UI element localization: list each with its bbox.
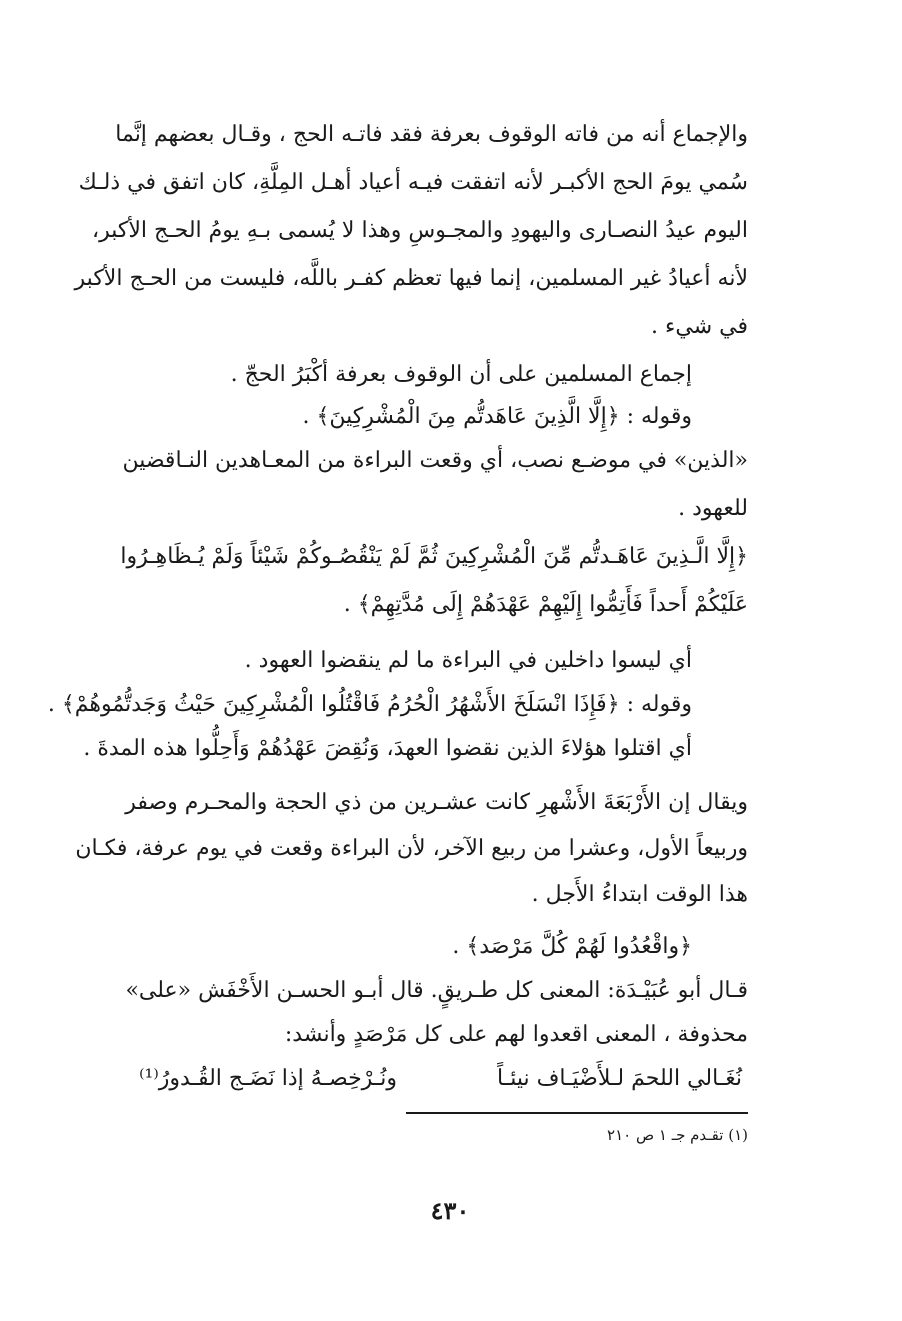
text-line: وربيعاً الأول، وعشرا من ربيع الآخر، لأن البراءة وقعت في يوم عرفة، فكـان bbox=[75, 836, 748, 861]
text-line: هذا الوقت ابتداءُ الأَجل . bbox=[531, 882, 748, 907]
footnote: (١) تقـدم جـ ١ ص ٢١٠ bbox=[607, 1126, 748, 1144]
text-line: للعهود . bbox=[678, 496, 748, 521]
poetry-verse bbox=[139, 1064, 742, 1098]
page-number: ٤٣٠ bbox=[430, 1196, 470, 1225]
text-line: «الذين» في موضـع نصب، أي وقعت البراءة من المعـاهدين النـاقضين bbox=[122, 448, 748, 473]
footnote-divider bbox=[406, 1112, 748, 1114]
quran-quote-line: ﴿واقْعُدُوا لَهُمْ كُلَّ مَرْصَد﴾ . bbox=[452, 934, 692, 959]
text-line: محذوفة ، المعنى اقعدوا لهم على كل مَرْصَدٍ وأنشد: bbox=[284, 1022, 748, 1047]
text-line: اليوم عيدُ النصـارى واليهودِ والمجـوسِ وهذا لا يُسمى بـهِ يومُ الحـج الأكبر، bbox=[92, 218, 748, 243]
text-line: لأنه أعيادُ غير المسلمين، إنما فيها تعظم كفـر باللَّه، فليست من الحـج الأكبر bbox=[74, 266, 748, 291]
quran-quote-line: وقوله : ﴿إِلَّا الَّذِينَ عَاهَدتُّم مِنَ الْمُشْرِكِينَ﴾ . bbox=[302, 404, 692, 429]
text-line: أي اقتلوا هؤلاءَ الذين نقضوا العهدَ، وَنُقِضَ عَهْدُهُمْ وَأَحِلُّوا هذه المدةَ . bbox=[83, 736, 692, 761]
quran-quote-line: ﴿إِلَّا الَّـذِينَ عَاهَـدتُّم مِّنَ الْمُشْرِكِينَ ثُمَّ لَمْ يَنْقُصُـوكُمْ شَيْئاً وَلَمْ يُـظَاهِـرُوا bbox=[120, 544, 748, 569]
quran-quote-line: وقوله : ﴿فَإِذَا انْسَلَخَ الأَشْهُرُ الْحُرُمُ فَاقْتُلُوا الْمُشْرِكِينَ حَيْثُ وَجَدتُّمُوهُمْ﴾ . bbox=[47, 692, 692, 717]
verse-second-hemistich: ونُـرْخِصـهُ إذا نَضَـج القُـدورُ⁽¹⁾ bbox=[139, 1066, 397, 1091]
quran-quote-line: عَلَيْكُمْ أَحداً فَأَتِمُّوا إِلَيْهِمْ عَهْدَهُمْ إِلَى مُدَّتِهِمْ﴾ . bbox=[343, 592, 748, 617]
text-line: في شيء . bbox=[651, 314, 748, 339]
text-line: والإجماع أنه من فاته الوقوف بعرفة فقد فاتـه الحج ، وقـال بعضهم إنَّما bbox=[115, 122, 748, 147]
text-line: قـال أبو عُبَيْـدَة: المعنى كل طـريقٍ. قال أبـو الحسـن الأَخْفَش «على» bbox=[125, 978, 748, 1003]
text-line: سُمي يومَ الحج الأكبـر لأنه اتفقت فيـه أعياد أهـل المِلَّةِ، كان اتفق في ذلـك bbox=[78, 170, 748, 195]
text-line: ويقال إن الأَرْبَعَةَ الأَشْهرِ كانت عشـرين من ذي الحجة والمحـرم وصفر bbox=[125, 790, 748, 815]
text-line: أي ليسوا داخلين في البراءة ما لم ينقضوا العهود . bbox=[244, 648, 692, 673]
verse-first-hemistich: نُغَـالي اللحمَ لـلأَضْيَـاف نيئـاً bbox=[497, 1066, 742, 1091]
text-line: إجماع المسلمين على أن الوقوف بعرفة أكْبَرُ الحجّ . bbox=[230, 362, 692, 387]
